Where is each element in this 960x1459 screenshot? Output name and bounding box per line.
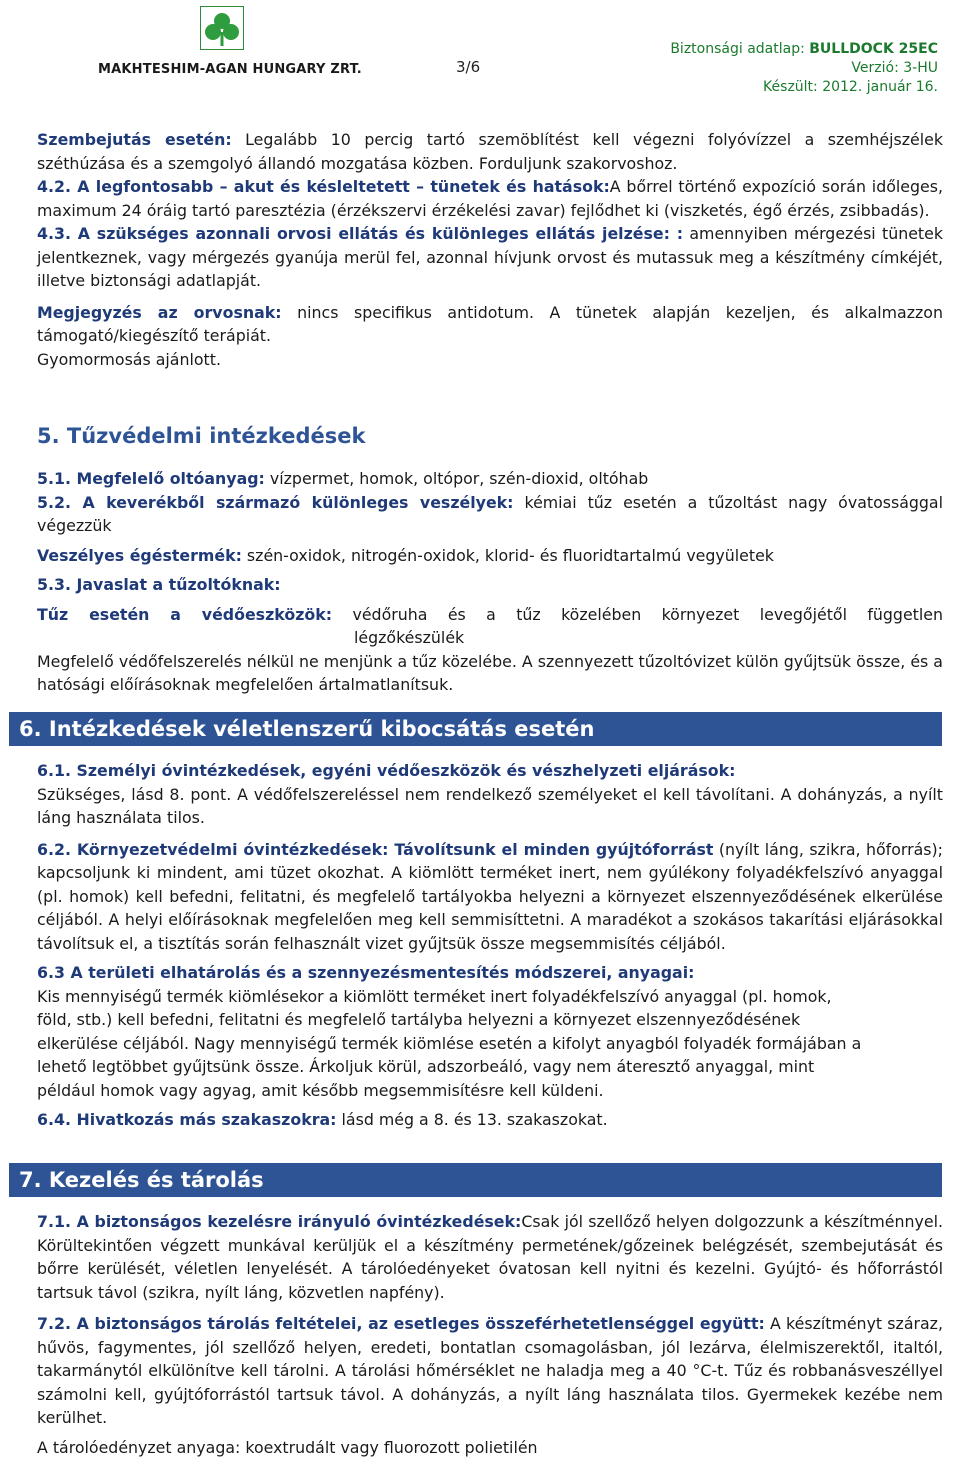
ppe-label: Tűz esetén a védőeszközök: <box>37 605 332 624</box>
heading-4-2: 4.2. A legfontosabb – akut és késleltetett – tünetek és hatások: <box>37 177 610 196</box>
section-4-continued <box>37 128 943 371</box>
firefighter-advice: Megfelelő védőfelszerelés nélkül ne menjünk a tűz közelébe. A szennyezett tűzoltóvizet külön gyűjtsük össze, és a hatósági előírásoknak megfelelően ártalmatlanítsuk. <box>37 650 943 697</box>
company-name: MAKHTESHIM-AGAN HUNGARY ZRT. <box>98 62 362 77</box>
paragraph-4-3 <box>37 222 943 293</box>
heading-4-3: 4.3. A szükséges azonnali orvosi ellátás és különleges ellátás jelzése: : <box>37 224 683 243</box>
company-logo <box>200 6 244 50</box>
combustion-products-paragraph <box>37 544 943 568</box>
document-title <box>670 40 938 59</box>
heading-6-2: 6.2. Környezetvédelmi óvintézkedések: Távolítsunk el minden gyújtóforrást <box>37 840 713 859</box>
section-7-body <box>37 1210 943 1459</box>
paragraph-5-2 <box>37 491 943 538</box>
document-info <box>670 40 938 97</box>
heading-6-3: 6.3 A területi elhatárolás és a szennyezésmentesítés módszerei, anyagai: <box>37 961 943 985</box>
created-date: Készült: 2012. január 16. <box>670 78 938 97</box>
text-7-2: A készítményt száraz, hűvös, fagymentes, jól szellőző helyen, eredeti, bontatlan csomagolásban, jól lezárva, élelmiszerektől, italtól, takarmánytól elkülönítve kell tárolni. A tárolási hőmérséklet ne haladja meg a 40 °C-t. Tűz és robbanásveszéllyel számolni kell, gyújtóforrástól tartsuk távol. A dohányzás, a nyílt láng használata tilos. Gyermekek kezébe nem kerülhet. <box>37 1314 943 1427</box>
heading-7-2: 7.2. A biztonságos tárolás feltételei, az esetleges összeférhetetlenséggel együtt: <box>37 1314 765 1333</box>
section-6-title: 6. Intézkedések véletlenszerű kibocsátás esetén <box>9 712 942 746</box>
eye-contact-paragraph <box>37 128 943 175</box>
text-5-2: kémiai tűz esetén a tűzoltást nagy óvatossággal végezzük <box>37 493 943 536</box>
eye-contact-text: Legalább 10 percig tartó szemöblítést kell végezni folyóvízzel a szemhéjszélek széthúzása és a szemgolyó állandó mozgatása közben. Forduljunk szakorvoshoz. <box>37 130 943 173</box>
section-5-body <box>37 467 943 697</box>
gastric-lavage-note: Gyomormosás ajánlott. <box>37 348 943 372</box>
text-6-3-line: föld, stb.) kell befedni, felitatni és megfelelő tartályba helyezni a környezet elszennyeződésének <box>37 1008 943 1032</box>
ppe-text: védőruha és a tűz közelében környezet levegőjétől független <box>332 605 943 624</box>
text-6-3-line: például homok vagy agyag, amit később megsemmisítésre kell küldeni. <box>37 1079 943 1103</box>
paragraph-6-2 <box>37 838 943 956</box>
physician-note-paragraph <box>37 301 943 348</box>
page-number: 3/6 <box>456 58 480 76</box>
paragraph-7-1 <box>37 1210 943 1304</box>
text-4-2: A bőrrel történő expozíció során időleges, maximum 24 óráig tartó paresztézia (érzékszervi érzékelési zavar) fejlődhet ki (viszketés, égő érzés, zsibbadás). <box>37 177 943 220</box>
eye-contact-label: Szembejutás esetén: <box>37 130 232 149</box>
text-4-3: amennyiben mérgezési tünetek jelentkeznek, vagy mérgezés gyanúja merül fel, azonnal hívjunk orvost és mutassuk meg a készítmény címkéjét, illetve biztonsági adatlapját. <box>37 224 943 290</box>
container-material: A tárolóedényzet anyaga: koextrudált vagy fluorozott polietilén <box>37 1436 943 1459</box>
paragraph-5-1 <box>37 467 943 491</box>
heading-6-1: 6.1. Személyi óvintézkedések, egyéni védőeszközök és vészhelyzeti eljárások: <box>37 759 943 783</box>
text-7-1: Csak jól szellőző helyen dolgozzunk a készítménnyel. Körültekintően végzett munkával kerüljük el a készítmény permetének/gőzeinek belégzését, szembejutását és bőrre kerülését, véletlen lenyelését. A tárolóedényeket óvatosan kell nyitni és kezelni. Gyújtó- és hőforrástól tartsuk távol (szikra, nyílt láng, közvetlen napfény). <box>37 1212 943 1302</box>
text-6-3-line: lehető legtöbbet gyűjtsünk össze. Árkoljuk körül, adszorbeáló, vagy nem áteresztő anyaggal, mint <box>37 1055 943 1079</box>
physician-note-text: nincs specifikus antidotum. A tünetek alapján kezeljen, és alkalmazzon támogató/kiegészítő terápiát. <box>37 303 943 346</box>
section-5-title: 5. Tűzvédelmi intézkedések <box>37 424 365 448</box>
heading-5-2: 5.2. A keverékből származó különleges veszélyek: <box>37 493 514 512</box>
page-header <box>0 0 960 108</box>
text-5-1: vízpermet, homok, oltópor, szén-dioxid, oltóhab <box>265 469 648 488</box>
paragraph-4-2 <box>37 175 943 222</box>
ppe-paragraph <box>37 603 943 627</box>
paragraph-6-4 <box>37 1108 943 1132</box>
ppe-text-continued: légzőkészülék <box>37 626 943 650</box>
doc-title-prefix: Biztonsági adatlap: <box>670 41 804 57</box>
heading-7-1: 7.1. A biztonságos kezelésre irányuló óvintézkedések: <box>37 1212 521 1231</box>
heading-5-1: 5.1. Megfelelő oltóanyag: <box>37 469 265 488</box>
text-6-3-line: Kis mennyiségű termék kiömlésekor a kiömlött terméket inert folyadékfelszívó anyaggal (pl. homok, <box>37 985 943 1009</box>
section-7-title: 7. Kezelés és tárolás <box>9 1163 942 1197</box>
text-6-3 <box>37 985 943 1103</box>
text-6-4: lásd még a 8. és 13. szakaszokat. <box>337 1110 608 1129</box>
product-name: BULLDOCK 25EC <box>809 41 938 57</box>
heading-6-4: 6.4. Hivatkozás más szakaszokra: <box>37 1110 337 1129</box>
paragraph-7-2 <box>37 1312 943 1430</box>
physician-note-label: Megjegyzés az orvosnak: <box>37 303 282 322</box>
text-6-2: (nyílt láng, szikra, hőforrás); kapcsoljunk ki mindent, ami tüzet okozhat. A kiömlött terméket inert, nem gyúlékony folyadékfelszívó anyaggal (pl. homok) kell befedni, felitatni, és megfelelő tartályokba helyezni a környezet elszennyeződésének elkerülése céljából. A helyi előírásoknak megfelelően meg kell semmisíttetni. A maradékot a szokásos takarítási eljárásokkal távolítsuk el, a tisztítás során felhasznált vizet gyűjtsük össze megsemmisítés céljából. <box>37 840 943 953</box>
section-6-body <box>37 759 943 1132</box>
combustion-products-text: szén-oxidok, nitrogén-oxidok, klorid- és fluoridtartalmú vegyületek <box>242 546 774 565</box>
text-6-3-line: elkerülése céljából. Nagy mennyiségű termék kiömlése esetén a kifolyt anyagból folyadék formájában a <box>37 1032 943 1056</box>
text-6-1: Szükséges, lásd 8. pont. A védőfelszereléssel nem rendelkező személyeket el kell távolítani. A dohányzás, a nyílt láng használata tilos. <box>37 783 943 830</box>
combustion-products-label: Veszélyes égéstermék: <box>37 546 242 565</box>
heading-5-3: 5.3. Javaslat a tűzoltóknak: <box>37 573 943 597</box>
version: Verzió: 3-HU <box>670 59 938 78</box>
